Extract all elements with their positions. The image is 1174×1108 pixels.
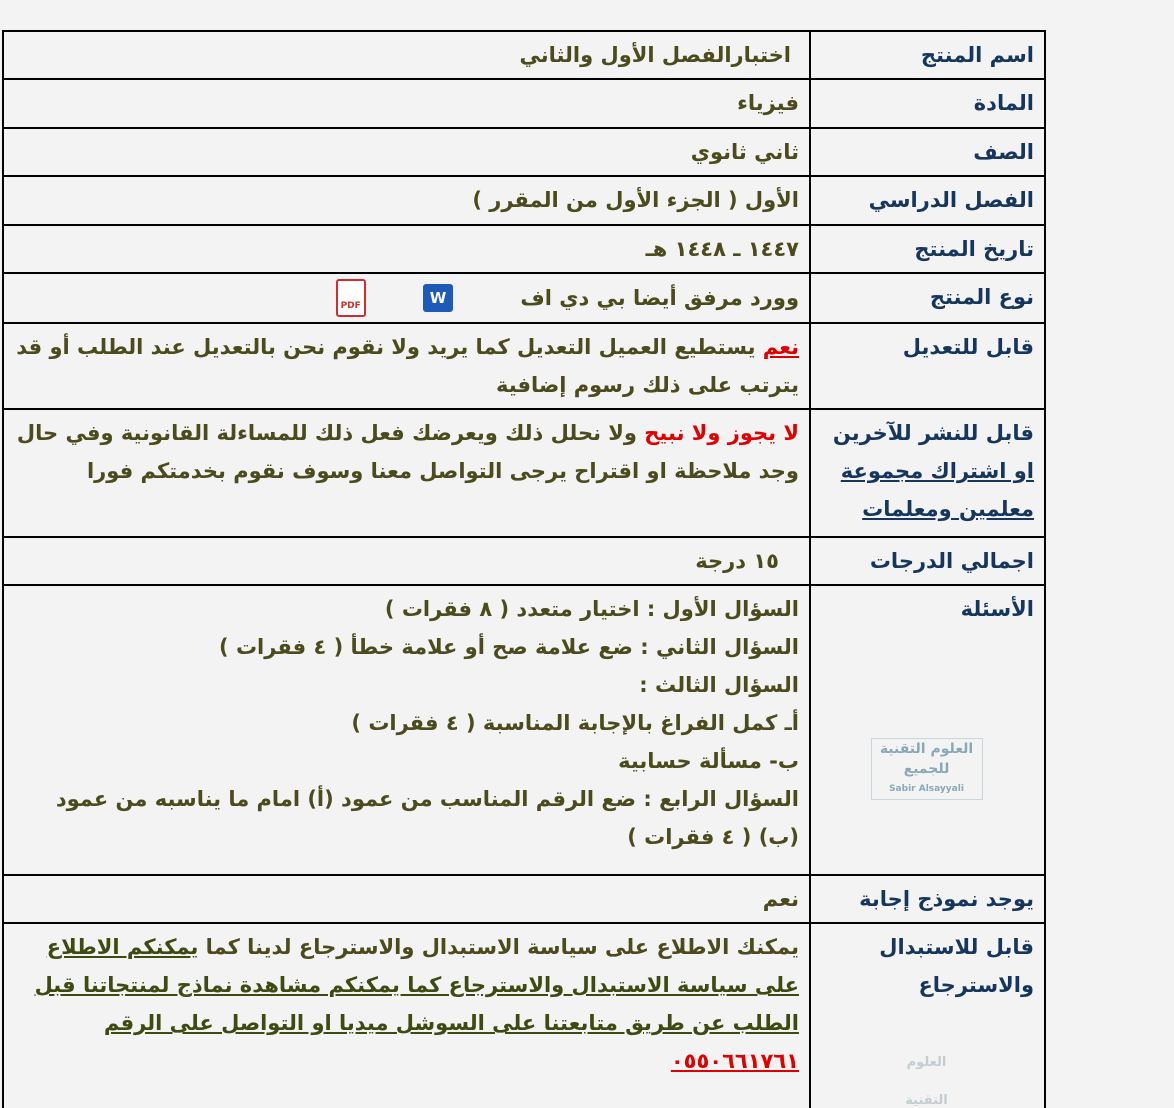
row-date bbox=[3, 225, 1045, 273]
question-line: أـ كمل الفراغ بالإجابة المناسبة ( ٤ فقرات ) bbox=[351, 711, 799, 735]
label-sharing bbox=[810, 409, 1045, 537]
value-total: ١٥ درجة bbox=[3, 537, 810, 585]
row-semester bbox=[3, 176, 1045, 225]
row-editable bbox=[3, 323, 1045, 409]
value-answer-key: نعم bbox=[3, 875, 810, 923]
label-product-name: اسم المنتج bbox=[810, 31, 1045, 79]
questions-label: الأسئلة bbox=[960, 597, 1034, 621]
returns-label: قابل للاستبدال والاسترجاع bbox=[879, 935, 1034, 997]
question-line: السؤال الثاني : ضع علامة صح أو علامة خطأ ( ٤ فقرات ) bbox=[219, 635, 799, 659]
value-returns bbox=[3, 923, 810, 1108]
type-text: وورد مرفق أيضا بي دي اف bbox=[520, 286, 799, 310]
label-type: نوع المنتج bbox=[810, 273, 1045, 323]
value-editable bbox=[3, 323, 810, 409]
row-answer-key bbox=[3, 875, 1045, 923]
row-type bbox=[3, 273, 1045, 323]
label-questions bbox=[810, 585, 1045, 875]
sharing-text: ولا نحلل ذلك ويعرضك فعل ذلك للمساءلة القانونية وفي حال وجد ملاحظة او اقتراح يرجى التواصل معنا وسوف نقوم بخدمتكم فورا bbox=[16, 421, 799, 483]
label-subject: المادة bbox=[810, 79, 1045, 128]
editable-text: يستطيع العميل التعديل كما يريد ولا نقوم نحن بالتعديل عند الطلب أو قد يترتب على ذلك رسوم إضافية bbox=[16, 335, 799, 397]
value-product-name: اختبارالفصل الأول والثاني bbox=[3, 31, 810, 79]
question-line: السؤال الرابع : ضع الرقم المناسب من عمود (أ) امام ما يناسبه من عمود (ب) ( ٤ فقرات ) bbox=[55, 787, 799, 849]
label-editable: قابل للتعديل bbox=[810, 323, 1045, 409]
label-date: تاريخ المنتج bbox=[810, 225, 1045, 273]
label-semester: الفصل الدراسي bbox=[810, 176, 1045, 225]
value-type bbox=[3, 273, 810, 323]
phone-number: ٠٥٥٠٦٦١٧٦١ bbox=[670, 1049, 799, 1073]
label-total: اجمالي الدرجات bbox=[810, 537, 1045, 585]
label-grade: الصف bbox=[810, 128, 1045, 176]
logo-text: العلوم التقنية للجميع bbox=[879, 741, 974, 777]
word-icon: W bbox=[423, 284, 453, 312]
value-date: ١٤٤٧ ـ ١٤٤٨ هـ bbox=[3, 225, 810, 273]
returns-text-1: يمكنك الاطلاع على سياسة الاستبدال والاسترجاع لدينا كما bbox=[198, 935, 799, 959]
pdf-icon: PDF bbox=[336, 279, 366, 317]
question-line: السؤال الثالث : bbox=[639, 673, 799, 697]
value-grade: ثاني ثانوي bbox=[3, 128, 810, 176]
sharing-highlight: لا يجوز ولا نبيح bbox=[644, 421, 799, 445]
label-returns bbox=[810, 923, 1045, 1108]
product-info-table bbox=[2, 30, 1046, 1108]
brand-logo-faint: العلوم التقنية bbox=[905, 1055, 948, 1108]
sharing-label-part2: او اشتراك مجموعة معلمين ومعلمات bbox=[840, 459, 1034, 521]
row-subject bbox=[3, 79, 1045, 128]
row-total bbox=[3, 537, 1045, 585]
value-semester: الأول ( الجزء الأول من المقرر ) bbox=[3, 176, 810, 225]
value-questions bbox=[3, 585, 810, 875]
row-returns bbox=[3, 923, 1045, 1108]
row-product-name bbox=[3, 31, 1045, 79]
question-line: ب- مسألة حسابية bbox=[618, 749, 799, 773]
value-subject: فيزياء bbox=[3, 79, 810, 128]
brand-logo bbox=[871, 738, 983, 800]
logo-sub: Sabir Alsayyali bbox=[889, 784, 964, 794]
label-answer-key: يوجد نموذج إجابة bbox=[810, 875, 1045, 923]
returns-text-2: يمكنكم الاطلاع على سياسة الاستبدال والاسترجاع كما يمكنكم مشاهدة نماذج لمنتجاتنا قبل الطلب عن طريق متابعتنا على السوشل ميديا او التواصل على الرقم bbox=[34, 935, 799, 1035]
value-sharing bbox=[3, 409, 810, 537]
row-grade bbox=[3, 128, 1045, 176]
editable-highlight: نعم bbox=[762, 335, 799, 359]
row-questions bbox=[3, 585, 1045, 875]
row-sharing bbox=[3, 409, 1045, 537]
question-line: السؤال الأول : اختيار متعدد ( ٨ فقرات ) bbox=[384, 597, 799, 621]
sharing-label-part1: قابل للنشر للآخرين bbox=[832, 421, 1034, 445]
